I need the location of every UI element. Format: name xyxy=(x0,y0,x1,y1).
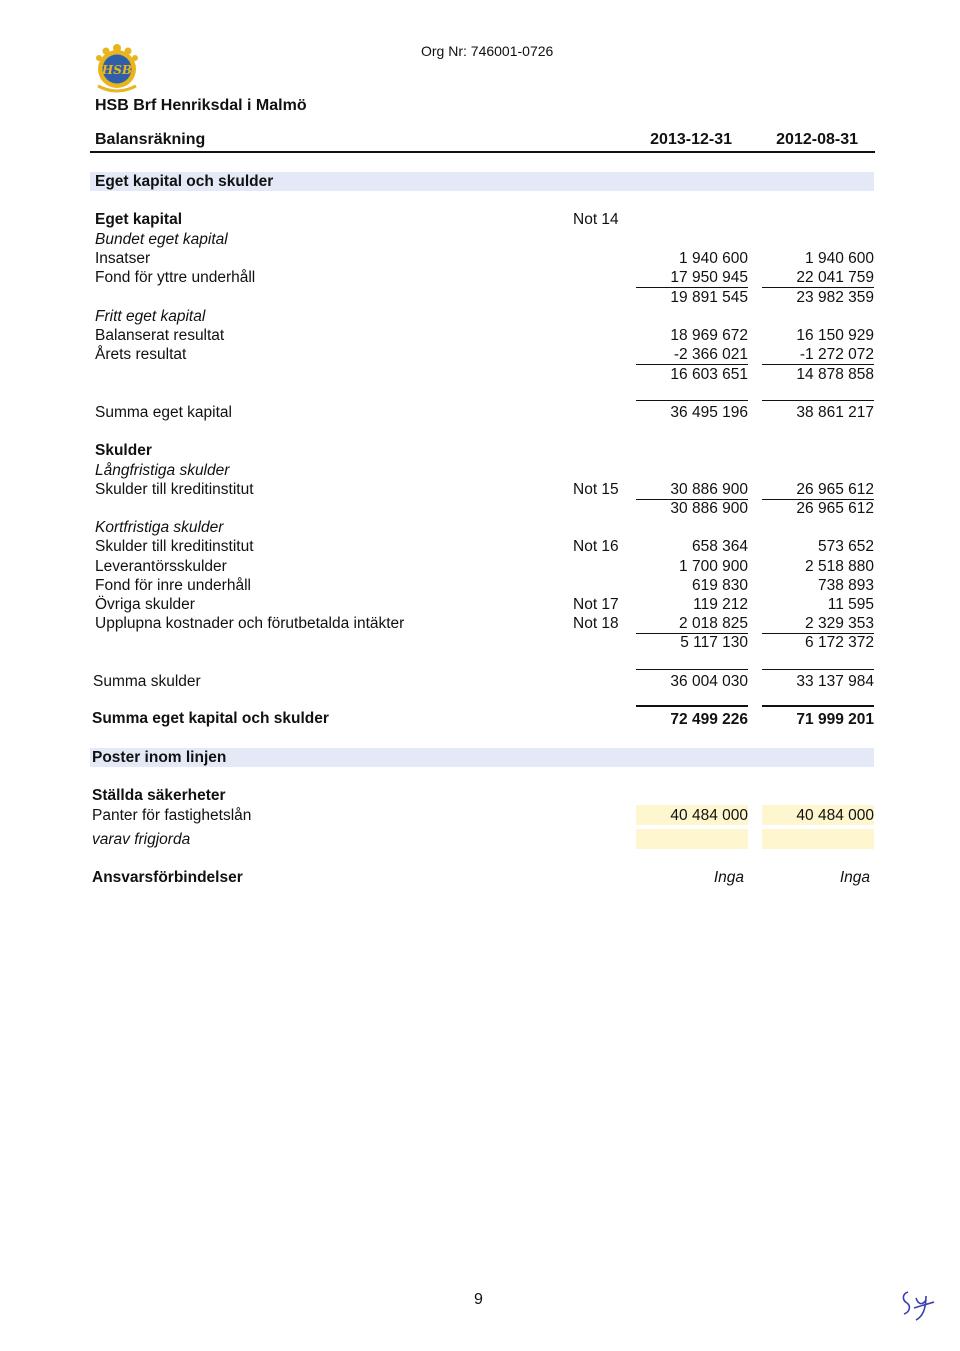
row-label: Leverantörsskulder xyxy=(95,558,227,575)
value-2012: 1 940 600 xyxy=(805,250,874,267)
value-2013: 18 969 672 xyxy=(670,327,748,344)
liabilities-heading: Skulder xyxy=(95,442,152,459)
value-2012: 573 652 xyxy=(817,538,874,555)
note-ref: Not 14 xyxy=(573,211,619,228)
row-label: Panter för fastighetslån xyxy=(92,807,252,824)
row-label: Fond för yttre underhåll xyxy=(95,269,256,286)
total-label: Summa eget kapital xyxy=(95,404,232,421)
subtotal-2012: 26 965 612 xyxy=(796,500,874,517)
note-ref: Not 16 xyxy=(573,538,619,555)
row-label: Övriga skulder xyxy=(95,596,195,613)
hsb-logo xyxy=(86,38,148,98)
subtotal-2012: 6 172 372 xyxy=(805,634,874,651)
signature xyxy=(896,1284,940,1324)
value-2012: 40 484 000 xyxy=(796,807,874,824)
row-label: Ansvarsförbindelser xyxy=(92,869,243,886)
note-ref: Not 15 xyxy=(573,481,619,498)
org-name: HSB Brf Henriksdal i Malmö xyxy=(95,97,307,114)
subtotal-2012: 23 982 359 xyxy=(796,289,874,306)
value-2012: 22 041 759 xyxy=(762,269,874,288)
row-label: Skulder till kreditinstitut xyxy=(95,538,254,555)
total-2012: 38 861 217 xyxy=(762,400,874,422)
value-2012: 16 150 929 xyxy=(796,327,874,344)
subtotal-2013: 30 886 900 xyxy=(670,500,748,517)
equity-heading: Eget kapital xyxy=(95,211,182,228)
row-label: Insatser xyxy=(95,250,151,267)
total-2013: 36 004 030 xyxy=(636,669,748,691)
section-title: Eget kapital och skulder xyxy=(95,173,274,190)
highlight-cell xyxy=(636,829,748,849)
header-rule xyxy=(90,151,875,153)
subtotal-2013: 19 891 545 xyxy=(670,289,748,306)
value-2012: 26 965 612 xyxy=(762,481,874,500)
column-header-2013: 2013-12-31 xyxy=(650,131,732,148)
subheading: Bundet eget kapital xyxy=(95,231,228,248)
column-header-2012: 2012-08-31 xyxy=(776,131,858,148)
section-title: Poster inom linjen xyxy=(92,749,227,766)
subheading: Kortfristiga skulder xyxy=(95,519,224,536)
total-2012: 33 137 984 xyxy=(762,669,874,691)
page-number: 9 xyxy=(474,1291,483,1308)
row-label: Balanserat resultat xyxy=(95,327,225,344)
value-2013: 2 018 825 xyxy=(636,615,748,634)
value-2013: 40 484 000 xyxy=(670,807,748,824)
org-number: Org Nr: 746001-0726 xyxy=(421,43,554,59)
row-label: varav frigjorda xyxy=(92,831,191,848)
svg-text:HSB: HSB xyxy=(101,63,133,77)
subheading: Fritt eget kapital xyxy=(95,308,206,325)
grand-total-2013: 72 499 226 xyxy=(636,705,748,729)
note-ref: Not 18 xyxy=(573,615,619,632)
subtotal-2012: 14 878 858 xyxy=(796,366,874,383)
value-2013: 17 950 945 xyxy=(636,269,748,288)
page-title: Balansräkning xyxy=(95,131,206,148)
value-2013: 119 212 xyxy=(693,596,748,613)
value-2013: 1 940 600 xyxy=(679,250,748,267)
row-label: Årets resultat xyxy=(95,346,187,363)
value-2012: 738 893 xyxy=(817,577,874,594)
subtotal-2013: 16 603 651 xyxy=(670,366,748,383)
subheading: Ställda säkerheter xyxy=(92,787,226,804)
row-label: Upplupna kostnader och förutbetalda intäkter xyxy=(95,615,405,632)
value-2013: Inga xyxy=(713,869,744,886)
grand-total-label: Summa eget kapital och skulder xyxy=(92,710,329,727)
row-label: Skulder till kreditinstitut xyxy=(95,481,254,498)
value-2012: 2 518 880 xyxy=(805,558,874,575)
total-2013: 36 495 196 xyxy=(636,400,748,422)
value-2013: 30 886 900 xyxy=(636,481,748,500)
subheading: Långfristiga skulder xyxy=(95,462,230,479)
value-2013: 1 700 900 xyxy=(679,558,748,575)
grand-total-2012: 71 999 201 xyxy=(762,705,874,729)
value-2013: 619 830 xyxy=(691,577,748,594)
value-2013: -2 366 021 xyxy=(636,346,748,365)
value-2012: Inga xyxy=(839,869,870,886)
value-2012: -1 272 072 xyxy=(762,346,874,365)
row-label: Fond för inre underhåll xyxy=(95,577,251,594)
highlight-cell xyxy=(762,829,874,849)
total-label: Summa skulder xyxy=(93,673,201,690)
value-2012: 2 329 353 xyxy=(762,615,874,634)
value-2012: 11 595 xyxy=(827,596,874,613)
note-ref: Not 17 xyxy=(573,596,619,613)
subtotal-2013: 5 117 130 xyxy=(680,634,748,651)
value-2013: 658 364 xyxy=(691,538,748,555)
